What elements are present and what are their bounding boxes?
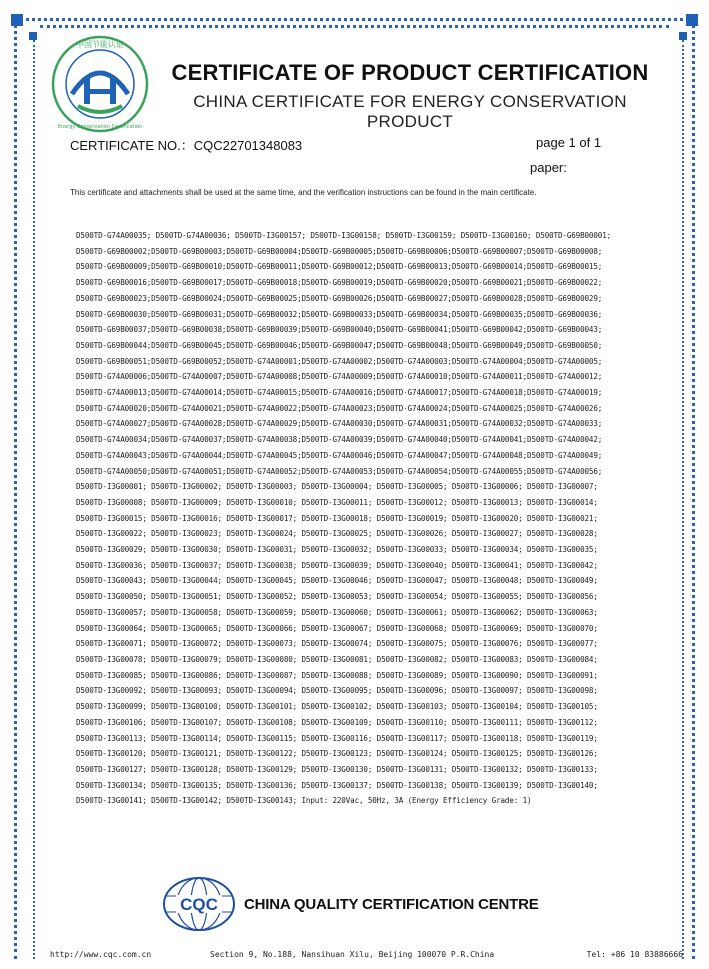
- model-list-line: D500TD-I3G00078; D500TD-I3G00079; D500TD-I3G00080; D500TD-I3G00081; D500TD-I3G00082; D500TD-I3G00083; D500TD-I3G00084;: [76, 654, 598, 664]
- svg-text:Energy Conservation Certificat: Energy Conservation Certification: [57, 124, 143, 130]
- frame-border-top-inner: [40, 25, 669, 28]
- model-list-line: D500TD-G74A00020;D500TD-G74A00021;D500TD-G74A00022;D500TD-G74A00023;D500TD-G74A00024;D500TD-G74A00025;D500TD-G74A00026;: [76, 403, 603, 413]
- usage-note: This certificate and attachments shall be used at the same time, and the verification instructions can be found in the main certificate.: [70, 188, 537, 197]
- model-list-line: D500TD-G69B00002;D500TD-G69B00003;D500TD-G69B00004;D500TD-G69B00005;D500TD-G69B00006;D500TD-G69B00007;D500TD-G69B00008;: [76, 246, 603, 256]
- energy-conservation-logo: [50, 34, 150, 134]
- model-list-line: D500TD-G69B00044;D500TD-G69B00045;D500TD-G69B00046;D500TD-G69B00047;D500TD-G69B00048;D500TD-G69B00049;D500TD-G69B00050;: [76, 340, 603, 350]
- model-list-line: D500TD-G69B00051;D500TD-G69B00052;D500TD-G74A00001;D500TD-G74A00002;D500TD-G74A00003;D500TD-G74A00004;D500TD-G74A00005;: [76, 356, 603, 366]
- model-list-line: D500TD-G74A00006;D500TD-G74A00007;D500TD-G74A00008;D500TD-G74A00009;D500TD-G74A00010;D500TD-G74A00011;D500TD-G74A00012;: [76, 372, 603, 382]
- certificate-number: CERTIFICATE NO.：CQC22701348083: [70, 138, 303, 153]
- page-indicator: page 1 of 1: [536, 135, 602, 150]
- model-list-line: D500TD-I3G00134; D500TD-I3G00135; D500TD-I3G00136; D500TD-I3G00137; D500TD-I3G00138; D500TD-I3G00139; D500TD-I3G00140;: [76, 780, 598, 790]
- model-list-line: D500TD-I3G00036; D500TD-I3G00037; D500TD-I3G00038; D500TD-I3G00039; D500TD-I3G00040; D500TD-I3G00041; D500TD-I3G00042;: [76, 560, 598, 570]
- model-list-line: D500TD-G74A00027;D500TD-G74A00028;D500TD-G74A00029;D500TD-G74A00030;D500TD-G74A00031;D500TD-G74A00032;D500TD-G74A00033;: [76, 419, 603, 429]
- footer-address: Section 9, No.188, Nansihuan Xilu, Beijing 100070 P.R.China: [210, 950, 495, 959]
- model-list-line: D500TD-I3G00057; D500TD-I3G00058; D500TD-I3G00059; D500TD-I3G00060; D500TD-I3G00061; D500TD-I3G00062; D500TD-I3G00063;: [76, 607, 598, 617]
- model-list-line: D500TD-G74A00013;D500TD-G74A00014;D500TD-G74A00015;D500TD-G74A00016;D500TD-G74A00017;D500TD-G74A00018;D500TD-G74A00019;: [76, 388, 603, 398]
- frame-corner-tl: [11, 14, 23, 26]
- model-list-line: D500TD-I3G00001; D500TD-I3G00002; D500TD-I3G00003; D500TD-I3G00004; D500TD-I3G00005; D500TD-I3G00006; D500TD-I3G00007;: [76, 482, 598, 492]
- model-list-line: D500TD-I3G00043; D500TD-I3G00044; D500TD-I3G00045; D500TD-I3G00046; D500TD-I3G00047; D500TD-I3G00048; D500TD-I3G00049;: [76, 576, 598, 586]
- footer-url[interactable]: http://www.cqc.com.cn: [50, 950, 152, 959]
- model-list-line: D500TD-I3G00029; D500TD-I3G00030; D500TD-I3G00031; D500TD-I3G00032; D500TD-I3G00033; D500TD-I3G00034; D500TD-I3G00035;: [76, 545, 598, 555]
- frame-border-right-inner: [682, 40, 684, 959]
- certificate-title: CERTIFICATE OF PRODUCT CERTIFICATION: [171, 60, 649, 85]
- model-list-line: D500TD-I3G00064; D500TD-I3G00065; D500TD-I3G00066; D500TD-I3G00067; D500TD-I3G00068; D500TD-I3G00069; D500TD-I3G00070;: [76, 623, 598, 633]
- model-list-line: D500TD-I3G00008; D500TD-I3G00009; D500TD-I3G00010; D500TD-I3G00011; D500TD-I3G00012; D500TD-I3G00013; D500TD-I3G00014;: [76, 497, 598, 507]
- model-list-line: D500TD-I3G00071; D500TD-I3G00072; D500TD-I3G00073; D500TD-I3G00074; D500TD-I3G00075; D500TD-I3G00076; D500TD-I3G00077;: [76, 639, 598, 649]
- model-list-line: D500TD-G69B00023;D500TD-G69B00024;D500TD-G69B00025;D500TD-G69B00026;D500TD-G69B00027;D500TD-G69B00028;D500TD-G69B00029;: [76, 293, 603, 303]
- model-list-line: D500TD-I3G00022; D500TD-I3G00023; D500TD-I3G00024; D500TD-I3G00025; D500TD-I3G00026; D500TD-I3G00027; D500TD-I3G00028;: [76, 529, 598, 539]
- model-list-line: D500TD-G74A00034;D500TD-G74A00037;D500TD-G74A00038;D500TD-G74A00039;D500TD-G74A00040;D500TD-G74A00041;D500TD-G74A00042;: [76, 435, 603, 445]
- footer-tel: Tel: +86 10 83886666: [586, 950, 683, 959]
- model-list-line: D500TD-I3G00015; D500TD-I3G00016; D500TD-I3G00017; D500TD-I3G00018; D500TD-I3G00019; D500TD-I3G00020; D500TD-I3G00021;: [76, 513, 598, 523]
- frame-corner-tl-inner: [29, 32, 37, 40]
- model-list-line: D500TD-G74A00043;D500TD-G74A00044;D500TD-G74A00045;D500TD-G74A00046;D500TD-G74A00047;D500TD-G74A00048;D500TD-G74A00049;: [76, 450, 603, 460]
- model-list-line: D500TD-I3G00120; D500TD-I3G00121; D500TD-I3G00122; D500TD-I3G00123; D500TD-I3G00124; D500TD-I3G00125; D500TD-I3G00126;: [76, 749, 598, 759]
- model-list-line: D500TD-I3G00127; D500TD-I3G00128; D500TD-I3G00129; D500TD-I3G00130; D500TD-I3G00131; D500TD-I3G00132; D500TD-I3G00133;: [76, 764, 598, 774]
- frame-border-right: [692, 18, 695, 959]
- cqc-logo: [162, 876, 236, 932]
- frame-border-left: [14, 18, 17, 959]
- model-list-line: D500TD-I3G00099; D500TD-I3G00100; D500TD-I3G00101; D500TD-I3G00102; D500TD-I3G00103; D500TD-I3G00104; D500TD-I3G00105;: [76, 702, 598, 712]
- issuer-name: CHINA QUALITY CERTIFICATION CENTRE: [244, 896, 539, 913]
- model-list-line: D500TD-G69B00037;D500TD-G69B00038;D500TD-G69B00039;D500TD-G69B00040;D500TD-G69B00041;D500TD-G69B00042;D500TD-G69B00043;: [76, 325, 603, 335]
- model-list-line: D500TD-I3G00085; D500TD-I3G00086; D500TD-I3G00087; D500TD-I3G00088; D500TD-I3G00089; D500TD-I3G00090; D500TD-I3G00091;: [76, 670, 598, 680]
- frame-border-left-inner: [33, 40, 35, 959]
- model-list-line: D500TD-I3G00106; D500TD-I3G00107; D500TD-I3G00108; D500TD-I3G00109; D500TD-I3G00110; D500TD-I3G00111; D500TD-I3G00112;: [76, 717, 598, 727]
- model-list-line: D500TD-I3G00050; D500TD-I3G00051; D500TD-I3G00052; D500TD-I3G00053; D500TD-I3G00054; D500TD-I3G00055; D500TD-I3G00056;: [76, 592, 598, 602]
- model-list-line: D500TD-I3G00092; D500TD-I3G00093; D500TD-I3G00094; D500TD-I3G00095; D500TD-I3G00096; D500TD-I3G00097; D500TD-I3G00098;: [76, 686, 598, 696]
- model-list-line: D500TD-G69B00030;D500TD-G69B00031;D500TD-G69B00032;D500TD-G69B00033;D500TD-G69B00034;D500TD-G69B00035;D500TD-G69B00036;: [76, 309, 603, 319]
- model-list-line: D500TD-G74A00050;D500TD-G74A00051;D500TD-G74A00052;D500TD-G74A00053;D500TD-G74A00054;D500TD-G74A00055;D500TD-G74A00056;: [76, 466, 603, 476]
- svg-text:中国节能认证: 中国节能认证: [76, 40, 124, 49]
- model-list-line: D500TD-G69B00009;D500TD-G69B00010;D500TD-G69B00011;D500TD-G69B00012;D500TD-G69B00013;D500TD-G69B00014;D500TD-G69B00015;: [76, 262, 603, 272]
- svg-text:CQC: CQC: [180, 895, 218, 914]
- model-list: [76, 228, 656, 809]
- frame-corner-tr-inner: [679, 32, 687, 40]
- model-list-line: D500TD-G74A00035; D500TD-G74A00036; D500TD-I3G00157; D500TD-I3G00158; D500TD-I3G00159; D500TD-I3G00160; D500TD-G69B00001;: [76, 231, 612, 240]
- model-list-line: D500TD-I3G00141; D500TD-I3G00142; D500TD-I3G00143; Input: 220Vac, 50Hz, 3A (Energy Efficiency Grade: 1): [76, 796, 532, 806]
- model-list-line: D500TD-I3G00113; D500TD-I3G00114; D500TD-I3G00115; D500TD-I3G00116; D500TD-I3G00117; D500TD-I3G00118; D500TD-I3G00119;: [76, 733, 598, 743]
- frame-corner-tr: [686, 14, 698, 26]
- model-list-line: D500TD-G69B00016;D500TD-G69B00017;D500TD-G69B00018;D500TD-G69B00019;D500TD-G69B00020;D500TD-G69B00021;D500TD-G69B00022;: [76, 278, 603, 288]
- paper-label: paper:: [530, 160, 567, 175]
- certificate-subtitle: CHINA CERTIFICATE FOR ENERGY CONSERVATION PRODUCT: [193, 92, 627, 131]
